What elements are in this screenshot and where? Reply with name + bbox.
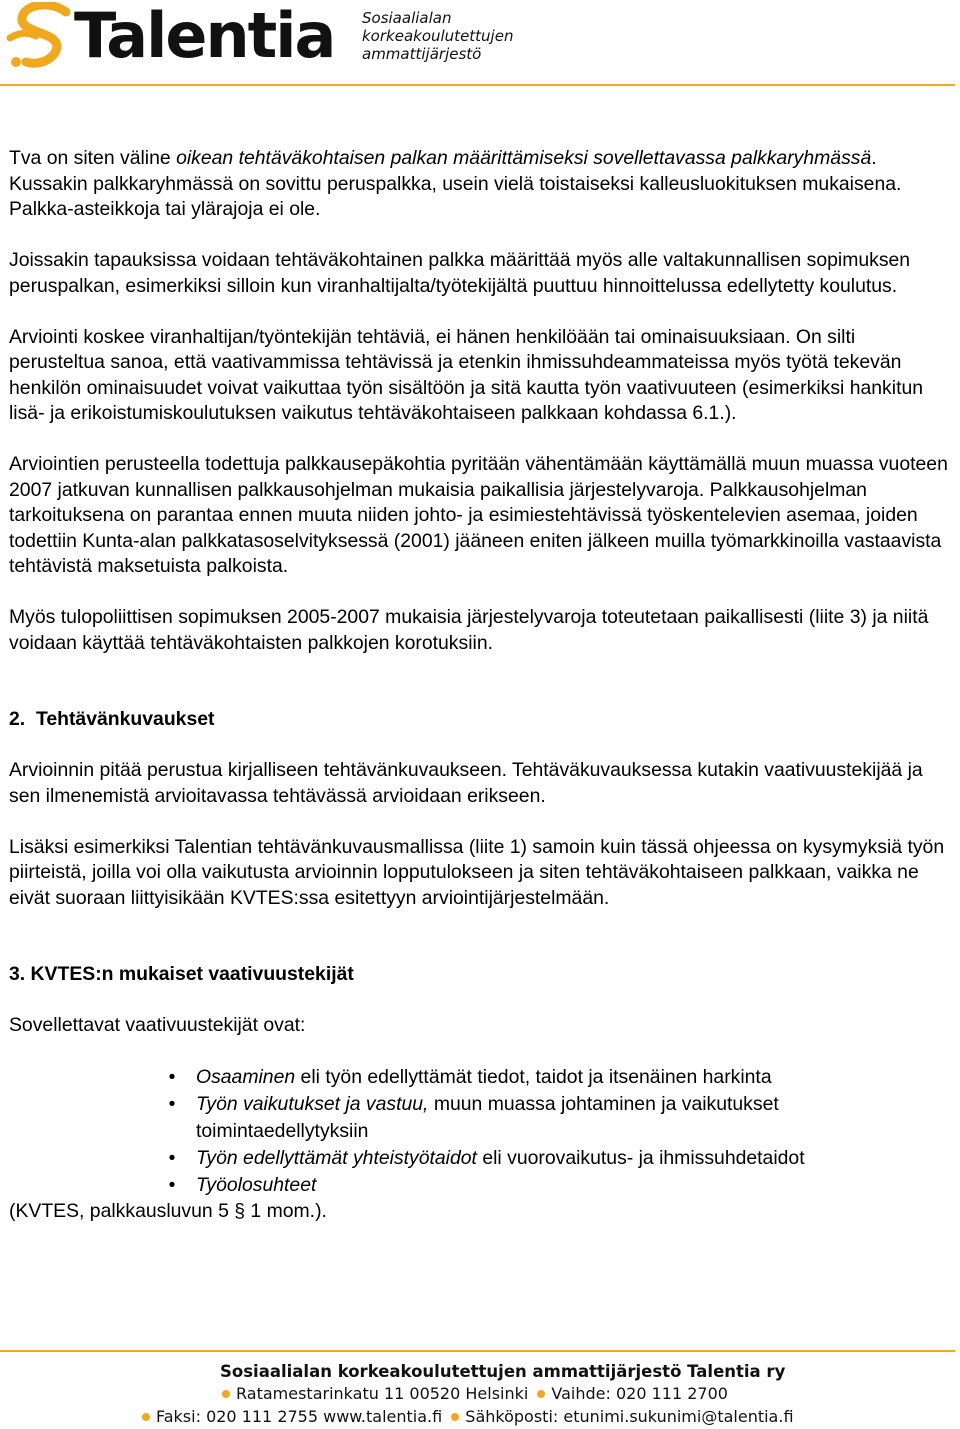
bullet-icon: •	[168, 1093, 176, 1115]
bullet-dot-icon	[537, 1390, 545, 1398]
paragraph: (KVTES, palkkausluvun 5 § 1 mom.).	[9, 1200, 327, 1222]
list-item-term: Osaaminen	[196, 1066, 296, 1088]
list-item-term: Työolosuhteet	[196, 1174, 317, 1196]
bullet-dot-icon	[222, 1390, 230, 1398]
header-divider	[0, 84, 955, 86]
bullet-icon: •	[168, 1066, 176, 1088]
bullet-icon: •	[168, 1174, 176, 1196]
paragraph: Myös tulopoliittisen sopimuksen 2005-2007 mukaisia järjestelyvaroja toteutetaan paikallisesti (liite 3) ja niitä voidaan käyttää tehtäväkohtaisten palkkojen korotuksiin.	[9, 606, 929, 654]
paragraph: Lisäksi esimerkiksi Talentian tehtävänkuvausmallissa (liite 1) samoin kuin tässä ohjeessa on kysymyksiä työn piirteistä, joilla voi olla vaikutusta arvioinnin lopputulokseen ja siten tehtäväkohtaiseen palkkaan, vaikka ne eivät suoraan liittyisikään KVTES:ssa esitettyyn arviointijärjestelmään.	[9, 835, 945, 909]
section-heading: 3. KVTES:n mukaiset vaativuustekijät	[9, 963, 354, 985]
list-item	[9, 1064, 949, 1091]
logo-subtitle-line: Sosiaalialan	[362, 9, 452, 27]
paragraph	[9, 146, 949, 223]
footer-web: www.talentia.fi	[323, 1407, 443, 1426]
list-item-term: Työn edellyttämät yhteistyötaidot	[196, 1147, 477, 1169]
paragraph-text: . Kussakin palkkaryhmässä on sovittu peruspalkka, usein vielä toistaiseksi kalleusluokituksen mukaisena. Palkka-asteikkoja tai ylärajoja ei ole.	[9, 147, 902, 220]
section-heading: 2. Tehtävänkuvaukset	[9, 708, 215, 730]
list-item	[9, 1145, 949, 1172]
logo-wordmark: Talentia	[74, 0, 335, 72]
footer-contact-line	[142, 1406, 794, 1428]
logo-subtitle-line: ammattijärjestö	[362, 45, 482, 63]
paragraph: Sovellettavat vaativuustekijät ovat:	[9, 1014, 306, 1036]
footer-fax: Faksi: 020 111 2755	[156, 1407, 319, 1426]
emphasis-text: oikean tehtäväkohtaisen palkan määrittämiseksi sovellettavassa palkkaryhmässä	[176, 147, 872, 169]
document-body	[9, 146, 949, 1225]
logo-subtitle	[362, 9, 513, 63]
paragraph: Arviointien perusteella todettuja palkkausepäkohtia pyritään vähentämään käyttämällä muun muassa vuoteen 2007 jatkuvan kunnallisen palkkausohjelman mukaisia paikallisia järjestelyvaroja. Palkkausohjelman tarkoituksena on parantaa ennen muuta niiden johto- ja esimiestehtävissä työskentelevien asemaa, joiden todettiin Kunta-alan palkkatasoselvityksessä (2001) jääneen eniten jälkeen muilla työmarkkinoilla vastaavista tehtävistä maksetuista palkoista.	[9, 453, 948, 577]
footer-contact-line	[222, 1383, 728, 1405]
talentia-logo-icon	[6, 2, 72, 70]
paragraph: Joissakin tapauksissa voidaan tehtäväkohtainen palkka määrittää myös alle valtakunnallisen sopimuksen peruspalkan, esimerkiksi silloin kun viranhaltijalta/työtekijältä puuttuu hinnoittelussa edellytetty koulutus.	[9, 249, 911, 297]
footer-address: Ratamestarinkatu 11 00520 Helsinki	[236, 1384, 529, 1403]
page-header	[0, 0, 960, 88]
footer-email: Sähköposti: etunimi.sukunimi@talentia.fi	[465, 1407, 794, 1426]
list-item-text: muun muassa johtaminen ja vaikutukset toimintaedellytyksiin	[196, 1093, 779, 1142]
paragraph: Arviointi koskee viranhaltijan/työntekijän tehtäviä, ei hänen henkilöään tai ominaisuuksiaan. On silti perusteltua sanoa, että vaativammissa tehtävissä ja etenkin ihmissuhdeammateissa myös työtä tekevän henkilön ominaisuudet voivat vaikuttaa työn sisältöön ja sitä kautta työn vaativuuteen (esimerkiksi hankitun lisä- ja erikoistumiskoulutuksen vaikutus tehtäväkohtaiseen palkkaan kohdassa 6.1.).	[9, 325, 924, 424]
footer-org-name: Sosiaalialan korkeakoulutettujen ammattijärjestö Talentia ry	[220, 1362, 786, 1381]
list-item-text: eli vuorovaikutus- ja ihmissuhdetaidot	[476, 1147, 805, 1169]
bullet-dot-icon	[451, 1413, 459, 1421]
bullet-icon: •	[168, 1147, 176, 1169]
list-item-term: Työn vaikutukset ja vastuu,	[196, 1093, 429, 1115]
footer-divider	[0, 1350, 955, 1352]
footer-phone: Vaihde: 020 111 2700	[551, 1384, 728, 1403]
paragraph-text: Tva on siten väline	[9, 147, 177, 169]
list-item	[9, 1172, 949, 1199]
logo-subtitle-line: korkeakoulutettujen	[362, 27, 514, 45]
bullet-dot-icon	[142, 1413, 150, 1421]
list-item-text: eli työn edellyttämät tiedot, taidot ja itsenäinen harkinta	[295, 1066, 772, 1088]
paragraph: Arvioinnin pitää perustua kirjalliseen tehtävänkuvaukseen. Tehtäväkuvauksessa kutakin vaativuustekijää ja sen ilmenemistä arvioitavassa tehtävässä arvioidaan erikseen.	[9, 759, 923, 807]
list-item	[9, 1091, 949, 1145]
requirement-list	[9, 1064, 949, 1199]
